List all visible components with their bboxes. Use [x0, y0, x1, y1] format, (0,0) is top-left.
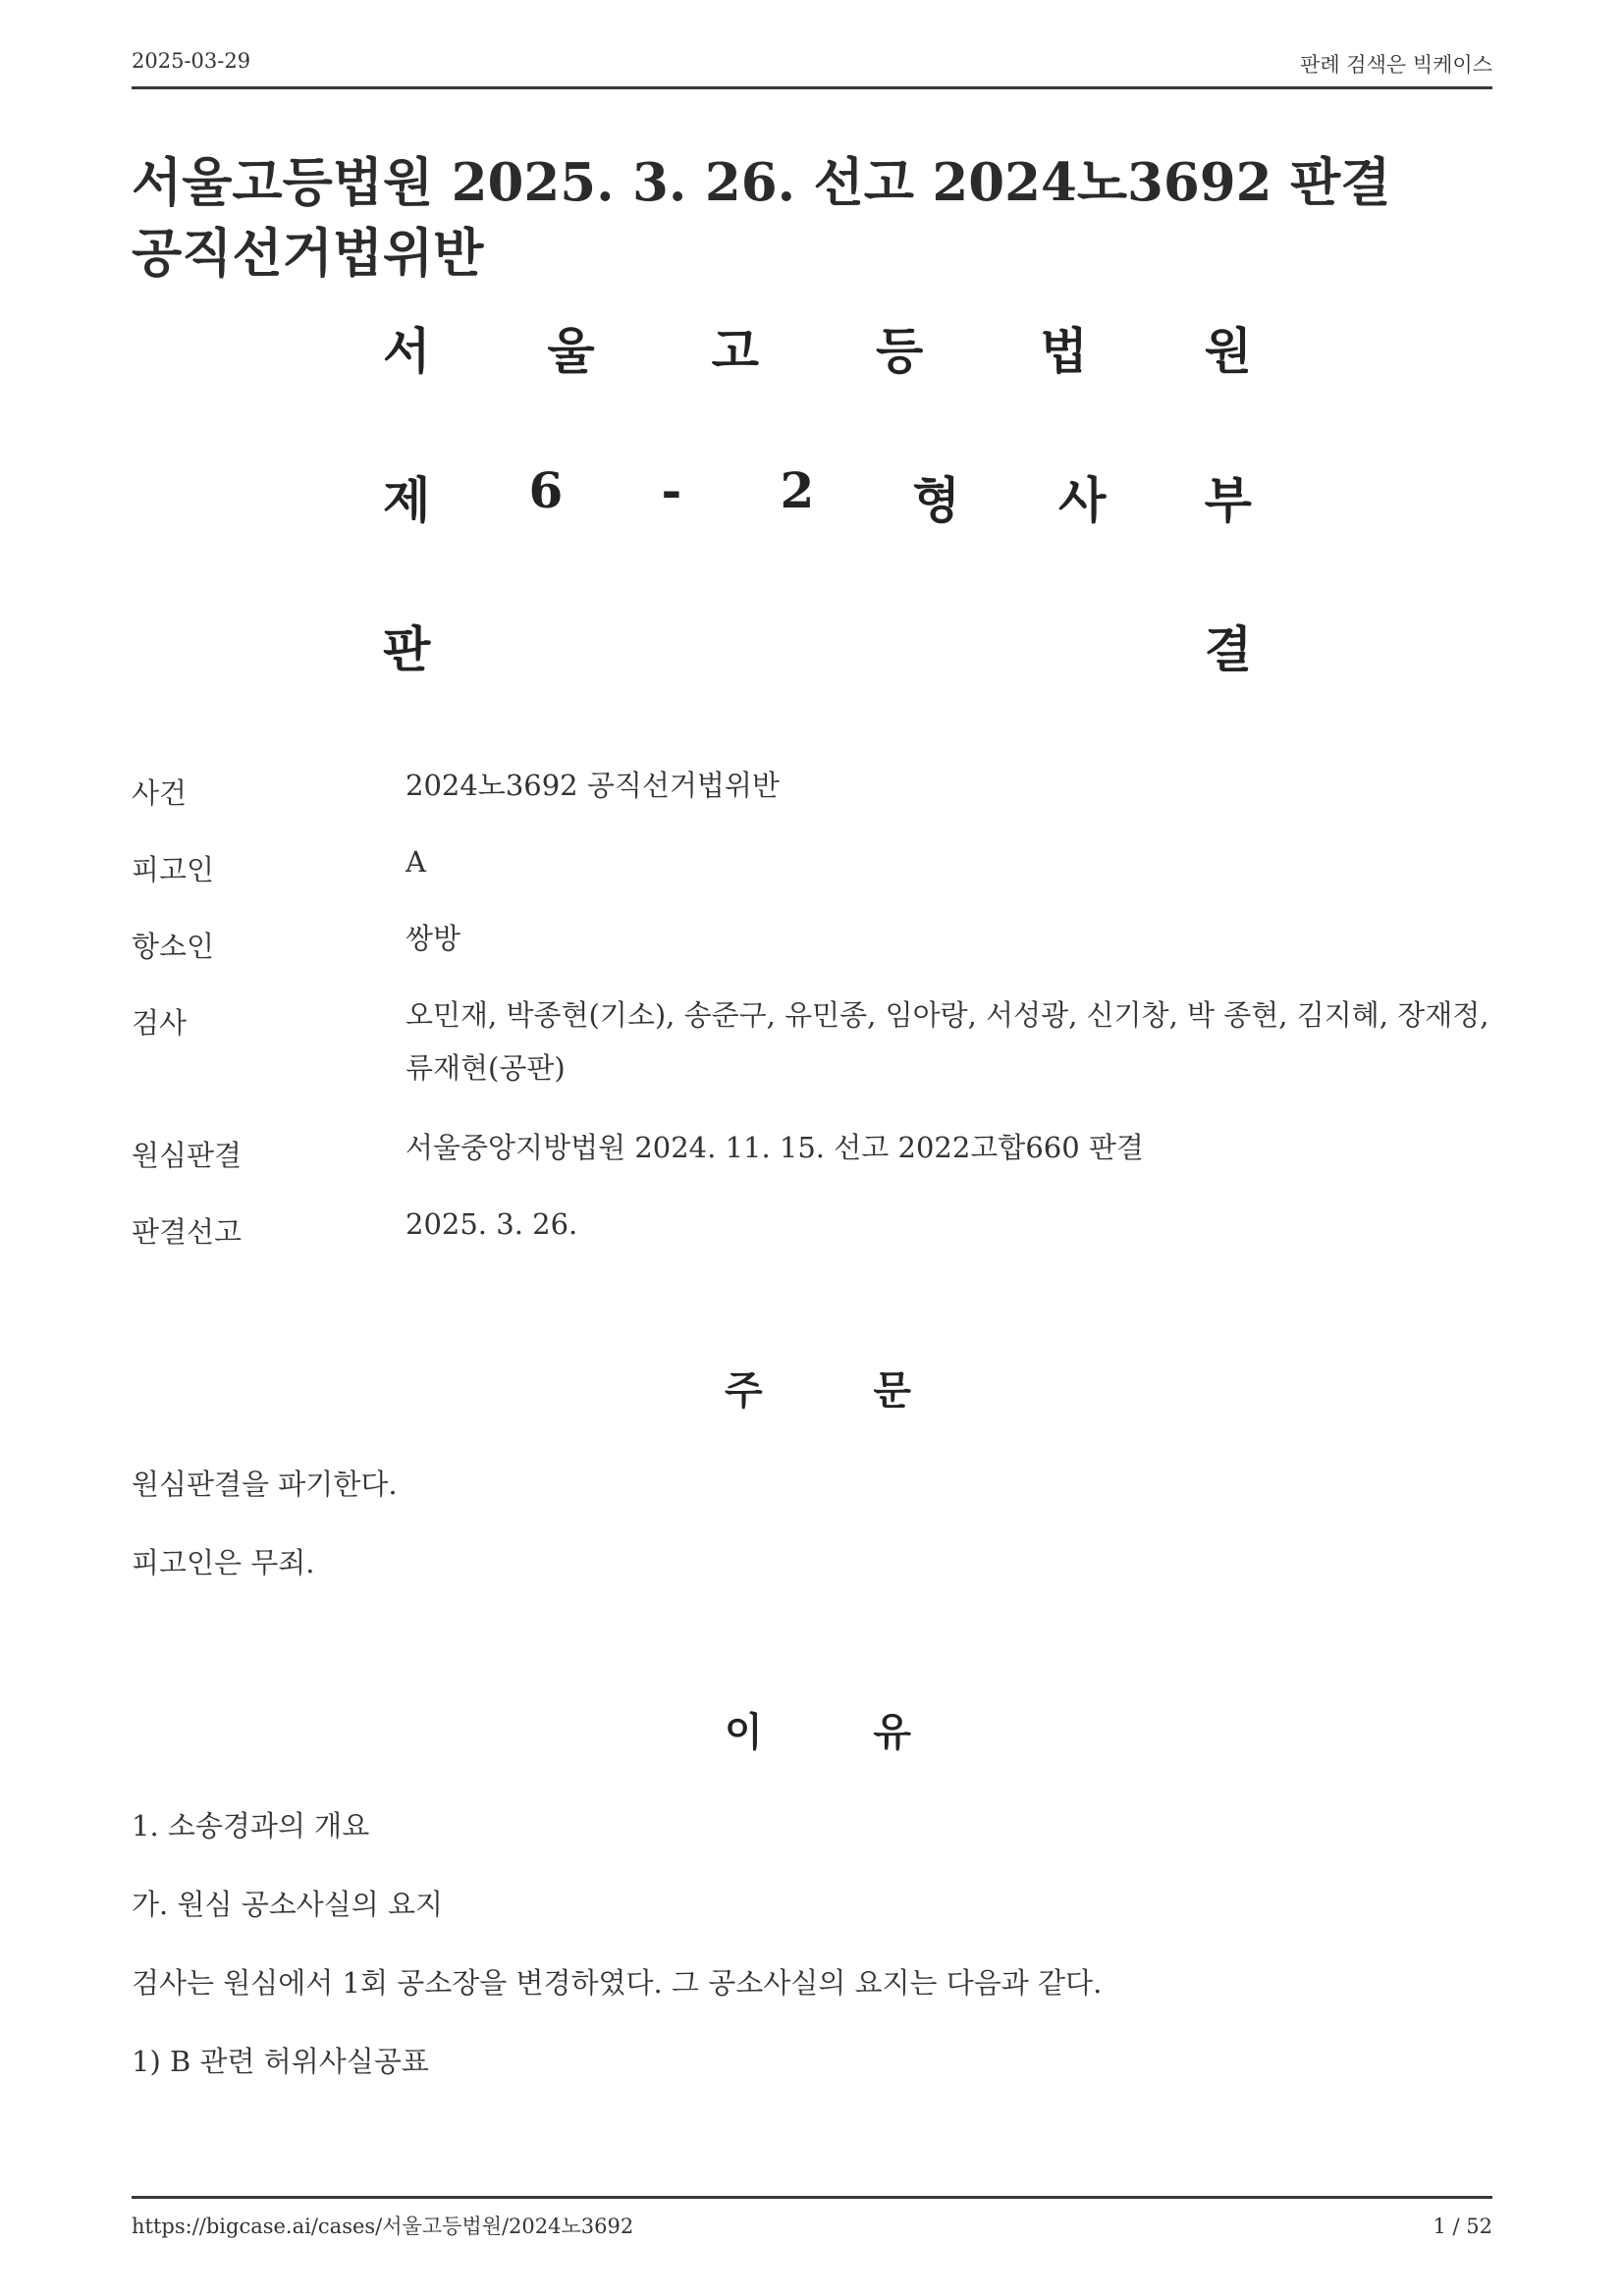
- reasons-heading-char: 유: [873, 1709, 911, 1755]
- reasons-line: 검사는 원심에서 1회 공소장을 변경하였다. 그 공소사실의 요지는 다음과 같다.: [132, 1966, 1103, 2000]
- order-line: 피고인은 무죄.: [132, 1546, 315, 1579]
- header-date: 2025-03-29: [132, 49, 251, 73]
- title-line-1: 서울고등법원 2025. 3. 26. 선고 2024노3692 판결: [132, 152, 1391, 213]
- order-heading-char: 문: [873, 1367, 911, 1414]
- footer-divider: [132, 2196, 1492, 2199]
- header-divider: [132, 86, 1492, 89]
- reasons-line: 1) B 관련 허위사실공표: [132, 2045, 429, 2078]
- original-judgment-value: 서울중앙지방법원 2024. 11. 15. 선고 2022고합660 판결: [406, 1131, 1144, 1164]
- court-name-char: 고: [711, 322, 759, 380]
- court-division: [383, 461, 1252, 532]
- order-line: 원심판결을 파기한다.: [132, 1468, 398, 1501]
- reasons-heading: [725, 1701, 911, 1757]
- reasons-heading-char: 이: [725, 1709, 763, 1755]
- reasons-line: 1. 소송경과의 개요: [132, 1809, 370, 1842]
- order-heading-char: 주: [725, 1367, 763, 1414]
- prosecutor-value: 오민재, 박종현(기소), 송준구, 유민종, 임아랑, 서성광, 신기창, 박 종현, 김지혜, 장재정, 류재현(공판): [406, 998, 1489, 1085]
- court-name: [383, 312, 1252, 383]
- doc-type-char: 결: [1204, 620, 1252, 678]
- reasons-line: 가. 원심 공소사실의 요지: [132, 1888, 444, 1921]
- division-char: 제: [383, 471, 431, 529]
- sentencing-date-label: 판결선고: [132, 1215, 243, 1249]
- prosecutor-label: 검사: [132, 1006, 188, 1040]
- division-char: 부: [1204, 471, 1252, 529]
- division-char: 사: [1058, 471, 1107, 529]
- division-char: 2: [780, 461, 815, 519]
- appellant-value: 쌍방: [406, 922, 461, 955]
- sentencing-date-value: 2025. 3. 26.: [406, 1207, 578, 1241]
- defendant-label: 피고인: [132, 853, 215, 886]
- defendant-value: A: [406, 845, 426, 879]
- page-number: 1 / 52: [1433, 2215, 1492, 2238]
- division-char: 형: [912, 471, 960, 529]
- original-judgment-label: 원심판결: [132, 1139, 243, 1172]
- footer-url-link[interactable]: https://bigcase.ai/cases/서울고등법원/2024노3692: [132, 2215, 634, 2238]
- court-name-char: 법: [1040, 322, 1088, 380]
- court-name-char: 울: [547, 322, 595, 380]
- case-label: 사건: [132, 776, 188, 810]
- court-name-char: 등: [875, 322, 924, 380]
- appellant-label: 항소인: [132, 930, 215, 963]
- document-type: [383, 611, 1252, 681]
- case-value: 2024노3692 공직선거법위반: [406, 769, 780, 802]
- order-heading: [725, 1360, 911, 1415]
- header-tagline: 판례 검색은 빅케이스: [1300, 53, 1492, 77]
- title-line-2: 공직선거법위반: [132, 223, 484, 284]
- page-title: [132, 147, 1496, 289]
- doc-type-char: 판: [383, 620, 431, 678]
- division-char: 6: [528, 461, 564, 519]
- court-name-char: 서: [383, 322, 431, 380]
- division-char: -: [661, 461, 682, 519]
- court-name-char: 원: [1204, 322, 1252, 380]
